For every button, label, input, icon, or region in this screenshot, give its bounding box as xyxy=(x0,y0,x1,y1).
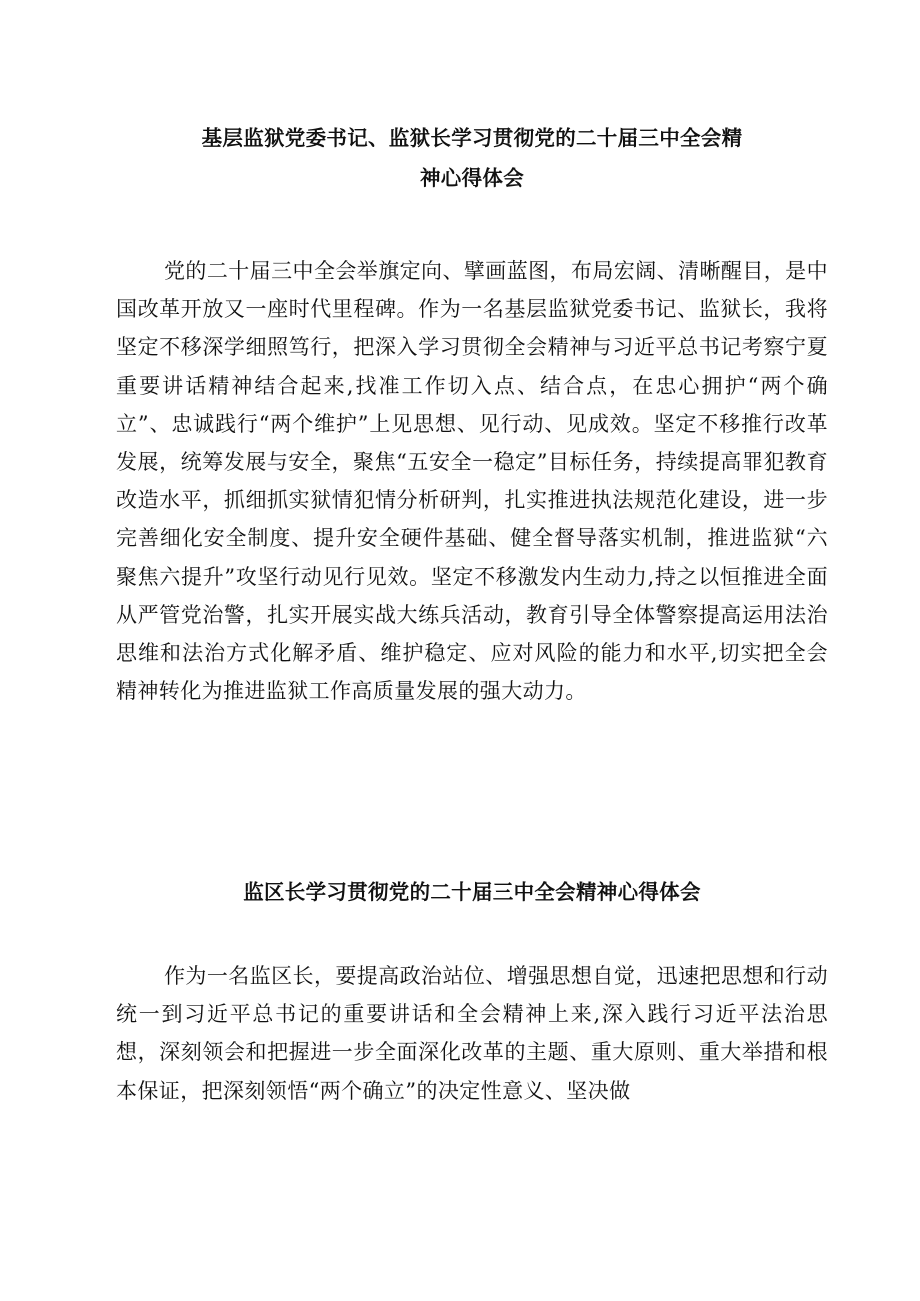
section1-title xyxy=(116,118,828,198)
section1-title-line1: 基层监狱党委书记、监狱长学习贯彻党的二十届三中全会精 xyxy=(201,126,743,150)
section2-title: 监区长学习贯彻党的二十届三中全会精神心得体会 xyxy=(243,880,701,904)
section1-title-line2: 神心得体会 xyxy=(420,166,524,190)
section1-paragraph: 党的二十届三中全会举旗定向、擘画蓝图，布局宏阔、清晰醒目，是中国改革开放又一座时代里程碑。作为一名基层监狱党委书记、监狱长，我将坚定不移深学细照笃行，把深入学习贯彻全会精神与习近平总书记考察宁夏重要讲话精神结合起来,找准工作切入点、结合点，在忠心拥护“两个确立”、忠诚践行“两个维护”上见思想、见行动、见成效。坚定不移推行改革发展，统筹发展与安全，聚焦“五安全一稳定”目标任务，持续提高罪犯教育改造水平，抓细抓实狱情犯情分析研判，扎实推进执法规范化建设，进一步完善细化安全制度、提升安全硬件基础、健全督导落实机制，推进监狱“六聚焦六提升”攻坚行动见行见效。坚定不移激发内生动力,持之以恒推进全面从严管党治警，扎实开展实战大练兵活动，教育引导全体警察提高运用法治思维和法治方式化解矛盾、维护稳定、应对风险的能力和水平,切实把全会精神转化为推进监狱工作高质量发展的强大动力。 xyxy=(116,259,828,704)
section2-paragraph: 作为一名监区长，要提高政治站位、增强思想自觉，迅速把思想和行动统一到习近平总书记的重要讲话和全会精神上来,深入践行习近平法治思想，深刻领会和把握进一步全面深化改革的主题、重大原则、重大举措和根本保证，把深刻领悟“两个确立”的决定性意义、坚决做 xyxy=(116,964,828,1103)
